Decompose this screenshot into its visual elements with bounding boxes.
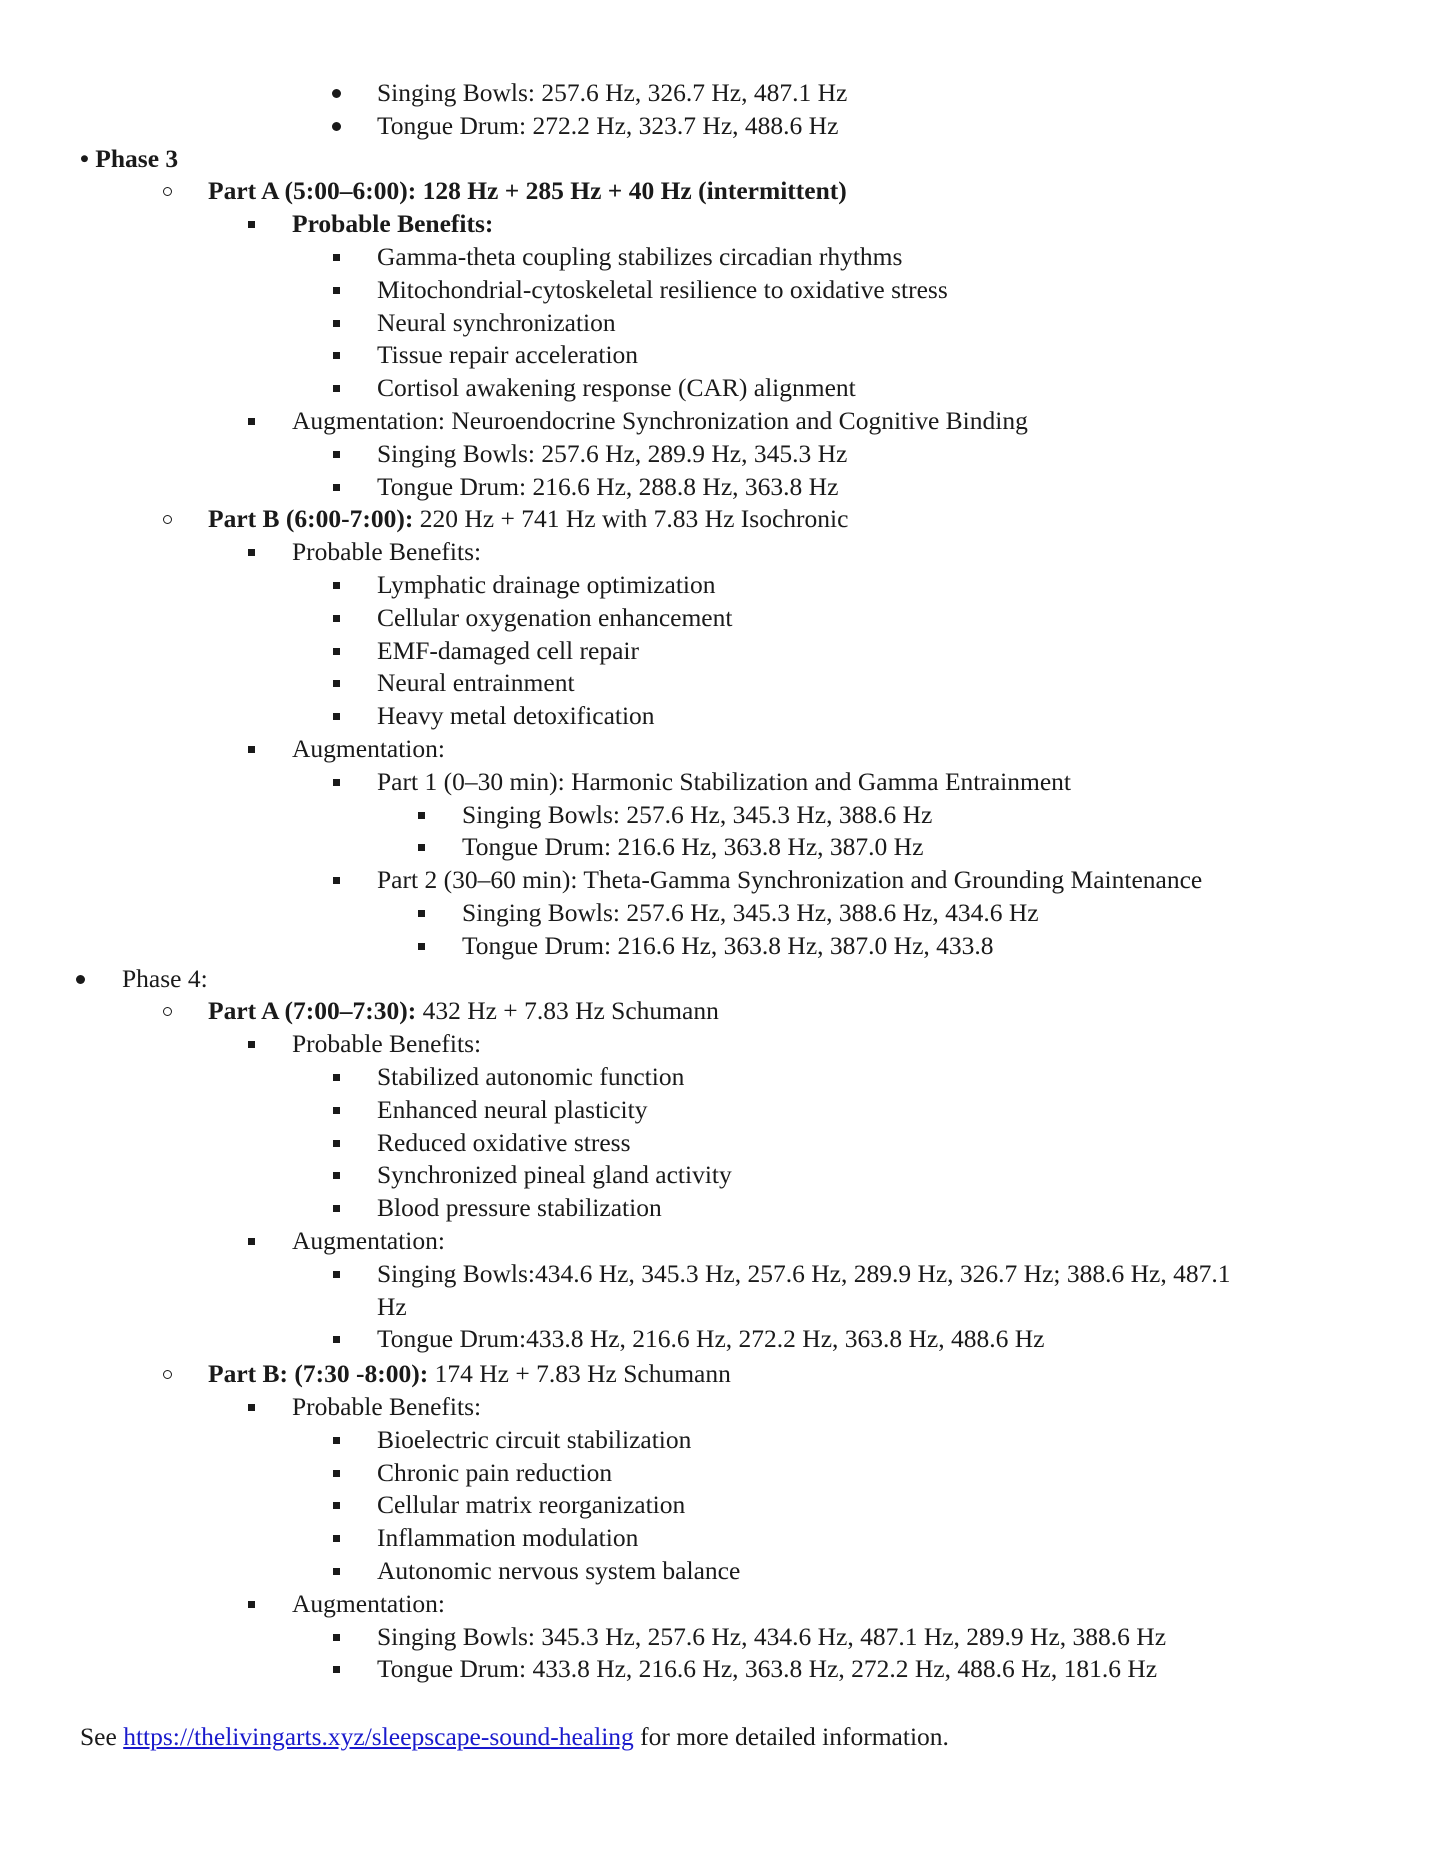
bullet-square-icon [248, 1404, 255, 1411]
bullet-square-icon [333, 1107, 340, 1114]
bullet-square-icon [333, 1205, 340, 1212]
list-item [292, 535, 481, 568]
list-item-text: Part B (6:00-7:00): [208, 504, 414, 533]
footer-note [80, 1720, 949, 1753]
list-item [377, 699, 655, 732]
list-item-text: Part 2 (30–60 min): Theta-Gamma Synchronization and Grounding Maintenance [377, 865, 1203, 894]
list-item [208, 994, 719, 1027]
bullet-square-icon [333, 779, 340, 786]
list-item [80, 142, 178, 175]
list-item-text: Cellular oxygenation enhancement [377, 603, 733, 632]
list-item-text: Part A (5:00–6:00): 128 Hz + 285 Hz + 40 Hz (intermittent) [208, 176, 847, 205]
list-item-text: Probable Benefits: [292, 1029, 482, 1058]
list-item [377, 1521, 638, 1554]
list-item [292, 404, 1028, 437]
list-item-text: Tongue Drum:433.8 Hz, 216.6 Hz, 272.2 Hz, 363.8 Hz, 488.6 Hz [377, 1324, 1045, 1353]
list-item [377, 1060, 684, 1093]
footer-prefix: See [80, 1722, 124, 1751]
list-item-text: Cellular matrix reorganization [377, 1490, 686, 1519]
list-item-text: Tongue Drum: 216.6 Hz, 363.8 Hz, 387.0 Hz, 433.8 [462, 931, 994, 960]
bullet-square-icon [333, 1470, 340, 1477]
list-item-text: Probable Benefits: [292, 537, 482, 566]
bullet-square-icon [333, 1172, 340, 1179]
bullet-square-icon [333, 1535, 340, 1542]
list-item [377, 1423, 691, 1456]
list-item-text: Augmentation: [292, 734, 445, 763]
list-item-text: Tongue Drum: 433.8 Hz, 216.6 Hz, 363.8 Hz, 272.2 Hz, 488.6 Hz, 181.6 Hz [377, 1654, 1158, 1683]
bullet-dot-icon [332, 122, 341, 131]
list-item [377, 371, 856, 404]
bullet-square-icon [333, 287, 340, 294]
list-item-text: 220 Hz + 741 Hz with 7.83 Hz Isochronic [413, 504, 849, 533]
list-item-text: Neural entrainment [377, 668, 575, 697]
list-item-text: Tongue Drum: 216.6 Hz, 363.8 Hz, 387.0 Hz [462, 832, 924, 861]
footer-suffix: for more detailed information. [633, 1722, 949, 1751]
bullet-square-icon [418, 844, 425, 851]
list-item [377, 1620, 1166, 1653]
list-item-text: Mitochondrial-cytoskeletal resilience to oxidative stress [377, 275, 948, 304]
list-item [377, 568, 716, 601]
bullet-square-icon [333, 1568, 340, 1575]
bullet-square-icon [333, 352, 340, 359]
list-item [377, 273, 948, 306]
list-item [208, 174, 847, 207]
bullet-square-icon [333, 385, 340, 392]
bullet-square-icon [333, 451, 340, 458]
bullet-square-icon [333, 1074, 340, 1081]
list-item-text: Singing Bowls: 257.6 Hz, 345.3 Hz, 388.6 Hz [462, 800, 933, 829]
list-item-text: Tongue Drum: 272.2 Hz, 323.7 Hz, 488.6 Hz [377, 111, 839, 140]
list-item [377, 666, 575, 699]
bullet-square-icon [333, 680, 340, 687]
list-item-text: Singing Bowls:434.6 Hz, 345.3 Hz, 257.6 Hz, 289.9 Hz, 326.7 Hz; 388.6 Hz, 487.1 [377, 1259, 1231, 1288]
list-item [377, 437, 847, 470]
bullet-square-icon [248, 221, 255, 228]
bullet-circle-icon [163, 1007, 172, 1016]
list-item [377, 306, 616, 339]
list-item [292, 207, 493, 240]
bullet-square-icon [333, 1634, 340, 1641]
bullet-square-icon [248, 746, 255, 753]
list-item-text: Neural synchronization [377, 308, 616, 337]
list-item [462, 798, 932, 831]
list-item-text: Synchronized pineal gland activity [377, 1160, 732, 1189]
list-item-text: 432 Hz + 7.83 Hz Schumann [416, 996, 719, 1025]
list-item [377, 1322, 1044, 1355]
list-item [377, 240, 902, 273]
list-item-text: Reduced oxidative stress [377, 1128, 631, 1157]
list-item [377, 1191, 662, 1224]
bullet-square-icon [333, 1271, 340, 1278]
list-item-text: Autonomic nervous system balance [377, 1556, 741, 1585]
list-item [377, 863, 1202, 896]
list-item-text: Tongue Drum: 216.6 Hz, 288.8 Hz, 363.8 Hz [377, 472, 839, 501]
bullet-square-icon [418, 910, 425, 917]
bullet-square-icon [418, 943, 425, 950]
list-item [292, 1224, 445, 1257]
list-item-text: Bioelectric circuit stabilization [377, 1425, 692, 1454]
list-item [292, 1390, 481, 1423]
bullet-square-icon [333, 582, 340, 589]
list-item [377, 634, 639, 667]
list-item-text: Blood pressure stabilization [377, 1193, 662, 1222]
bullet-square-icon [333, 254, 340, 261]
list-item [377, 470, 838, 503]
bullet-circle-icon [163, 187, 172, 196]
list-item-text: Lymphatic drainage optimization [377, 570, 716, 599]
list-item-text: Augmentation: Neuroendocrine Synchronization and Cognitive Binding [292, 406, 1028, 435]
bullet-square-icon [248, 549, 255, 556]
bullet-square-icon [248, 1238, 255, 1245]
list-item [377, 1093, 647, 1126]
list-item [122, 962, 208, 995]
list-item [462, 830, 923, 863]
list-item-text: Probable Benefits: [292, 1392, 482, 1421]
list-item-text: Singing Bowls: 345.3 Hz, 257.6 Hz, 434.6 Hz, 487.1 Hz, 289.9 Hz, 388.6 Hz [377, 1622, 1167, 1651]
list-item-text: Part B: (7:30 -8:00): [208, 1359, 429, 1388]
list-item-text: Enhanced neural plasticity [377, 1095, 648, 1124]
list-item [377, 1290, 407, 1323]
bullet-square-icon [333, 877, 340, 884]
list-item-text: 174 Hz + 7.83 Hz Schumann [428, 1359, 731, 1388]
bullet-square-icon [333, 320, 340, 327]
list-item [377, 76, 847, 109]
list-item [377, 338, 638, 371]
list-item [377, 765, 1071, 798]
bullet-square-icon [333, 1437, 340, 1444]
bullet-square-icon [248, 1041, 255, 1048]
bullet-square-icon [333, 1336, 340, 1343]
bullet-dot-icon [76, 975, 85, 984]
bullet-square-icon [333, 713, 340, 720]
bullet-square-icon [333, 1502, 340, 1509]
list-item [292, 732, 445, 765]
list-item-text: Hz [377, 1292, 407, 1321]
bullet-dot-icon [332, 89, 341, 98]
list-item-text: Part A (7:00–7:30): [208, 996, 417, 1025]
list-item [377, 1488, 685, 1521]
list-item [377, 1158, 732, 1191]
bullet-square-icon [333, 615, 340, 622]
list-item-text: Chronic pain reduction [377, 1458, 613, 1487]
list-item-text: Singing Bowls: 257.6 Hz, 289.9 Hz, 345.3 Hz [377, 439, 848, 468]
list-item [462, 896, 1039, 929]
bullet-square-icon [248, 1601, 255, 1608]
list-item [208, 1357, 731, 1390]
list-item-text: Augmentation: [292, 1589, 445, 1618]
list-item [377, 1257, 1230, 1290]
list-item-text: Part 1 (0–30 min): Harmonic Stabilization and Gamma Entrainment [377, 767, 1072, 796]
list-item [377, 601, 732, 634]
bullet-circle-icon [163, 1370, 172, 1379]
list-item [292, 1027, 481, 1060]
bullet-square-icon [333, 1140, 340, 1147]
list-item-text: Singing Bowls: 257.6 Hz, 345.3 Hz, 388.6 Hz, 434.6 Hz [462, 898, 1039, 927]
bullet-square-icon [248, 418, 255, 425]
list-item-text: Singing Bowls: 257.6 Hz, 326.7 Hz, 487.1 Hz [377, 78, 848, 107]
bullet-square-icon [333, 648, 340, 655]
list-item-text: Gamma-theta coupling stabilizes circadian rhythms [377, 242, 903, 271]
list-item-text: Stabilized autonomic function [377, 1062, 685, 1091]
list-item-text: Heavy metal detoxification [377, 701, 655, 730]
list-item [292, 1587, 445, 1620]
list-item [462, 929, 994, 962]
list-item-text: Tissue repair acceleration [377, 340, 639, 369]
list-item [208, 502, 848, 535]
list-item-text: Augmentation: [292, 1226, 445, 1255]
list-item [377, 1456, 612, 1489]
list-item-text: Inflammation modulation [377, 1523, 639, 1552]
list-item [377, 109, 838, 142]
sleepscape-link[interactable]: https://thelivingarts.xyz/sleepscape-sound-healing [123, 1722, 634, 1751]
bullet-square-icon [333, 484, 340, 491]
bullet-circle-icon [163, 515, 172, 524]
list-item-text: Probable Benefits: [292, 209, 494, 238]
list-item-text: Cortisol awakening response (CAR) alignment [377, 373, 856, 402]
list-item-text: EMF-damaged cell repair [377, 636, 639, 665]
list-item [377, 1126, 631, 1159]
bullet-square-icon [418, 812, 425, 819]
list-item-text: Phase 4: [122, 964, 208, 993]
list-item [377, 1554, 740, 1587]
list-item [377, 1652, 1157, 1685]
bullet-square-icon [333, 1666, 340, 1673]
list-item-text: • Phase 3 [80, 144, 179, 173]
